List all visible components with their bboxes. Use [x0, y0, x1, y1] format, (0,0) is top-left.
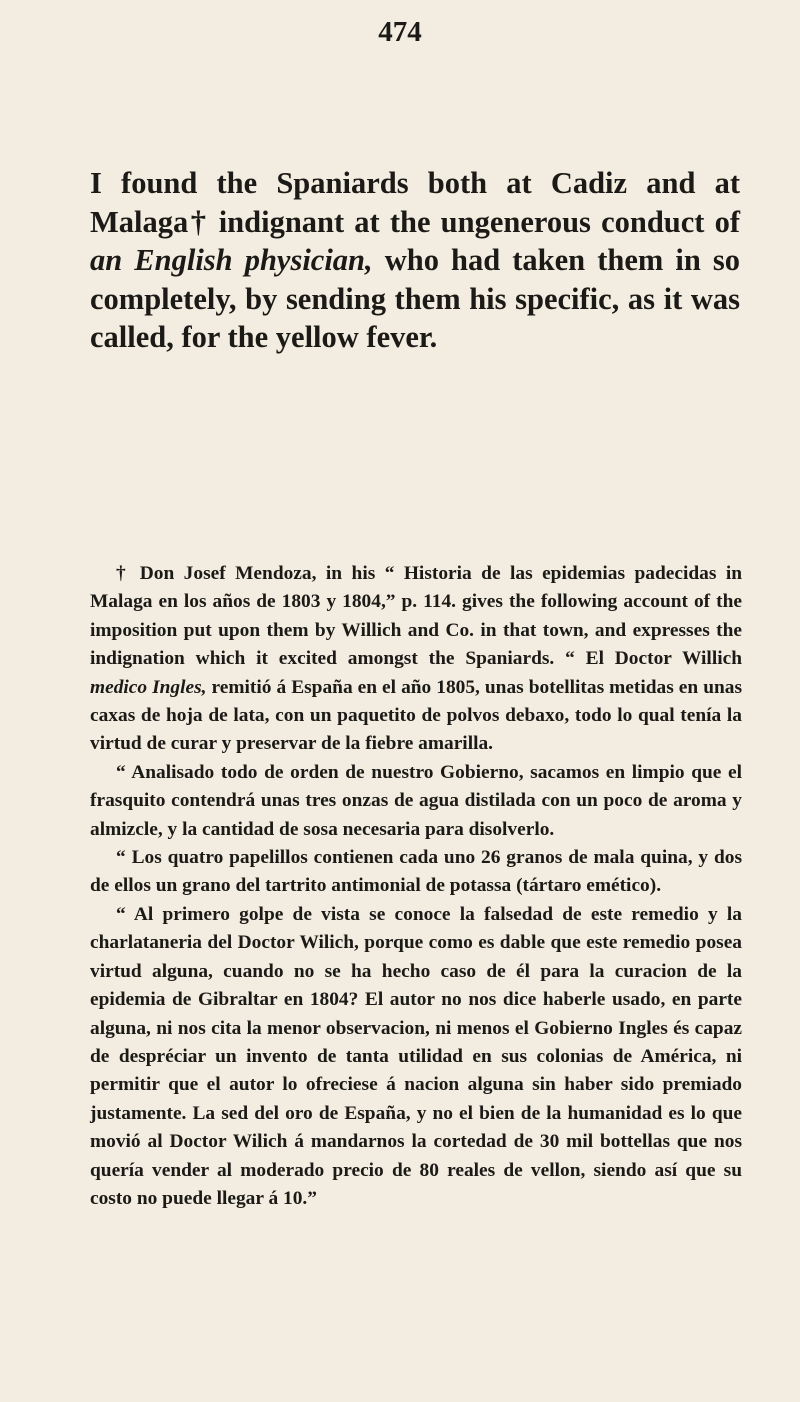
- main-text: [90, 164, 740, 357]
- footnote-p1-b: remitió á España en el año 1805, unas botellitas metidas en unas caxas de hoja de lata, con un paquetito de polvos debaxo, todo lo qual tenía la virtud de curar y preservar de la fiebre amarilla.: [90, 676, 742, 755]
- main-text-part-2: who had taken them in so completely, by sending them his specific, as it was called, for the yellow fever.: [90, 243, 740, 354]
- footnote-paragraph-1: [90, 560, 742, 759]
- footnote: [90, 560, 742, 1213]
- footnote-p1-a: † Don Josef Mendoza, in his “ Historia de las epidemias padecidas in Malaga en los años de 1803 y 1804,” p. 114. gives the following account of the imposition put upon them by Willich and Co. in that town, and expresses the indignation which it excited amongst the Spaniards. “ El Doctor Willich: [90, 563, 742, 670]
- page-number: 474: [378, 16, 422, 48]
- main-text-italic: an English physician,: [90, 243, 373, 277]
- footnote-paragraph-3: “ Los quatro papelillos contienen cada uno 26 granos de mala quina, y dos de ellos un grano del tartrito antimonial de potassa (tártaro emético).: [90, 847, 742, 897]
- main-text-part-1: I found the Spaniards both at Cadiz and at Malaga† indignant at the ungenerous conduct of: [90, 166, 740, 239]
- main-paragraph: [90, 164, 740, 357]
- footnote-p1-italic: medico Ingles,: [90, 676, 207, 698]
- footnote-paragraph-2: “ Analisado todo de orden de nuestro Gobierno, sacamos en limpio que el frasquito contendrá unas tres onzas de agua distilada con un poco de aroma y almizcle, y la cantidad de sosa necesaria para disolverlo.: [90, 761, 742, 840]
- footnote-paragraph-4: “ Al primero golpe de vista se conoce la falsedad de este remedio y la charlataneria del Doctor Wilich, porque como es dable que este remedio posea virtud alguna, cuando no se ha hecho caso de él para la curacion de la epidemia de Gibraltar en 1804? El autor no nos dice haberle usado, en parte alguna, ni nos cita la menor observacion, ni menos el Gobierno Ingles és capaz de despréciar un invento de tanta utilidad en sus colonias de América, ni permitir que el autor lo ofreciese á nacion alguna sin haber sido premiado justamente. La sed del oro de España, y no el bien de la humanidad es lo que movió al Doctor Wilich á mandarnos la cortedad de 30 mil bottellas que nos quería vender al moderado precio de 80 reales de vellon, siendo así que su costo no puede llegar á 10.”: [90, 903, 742, 1209]
